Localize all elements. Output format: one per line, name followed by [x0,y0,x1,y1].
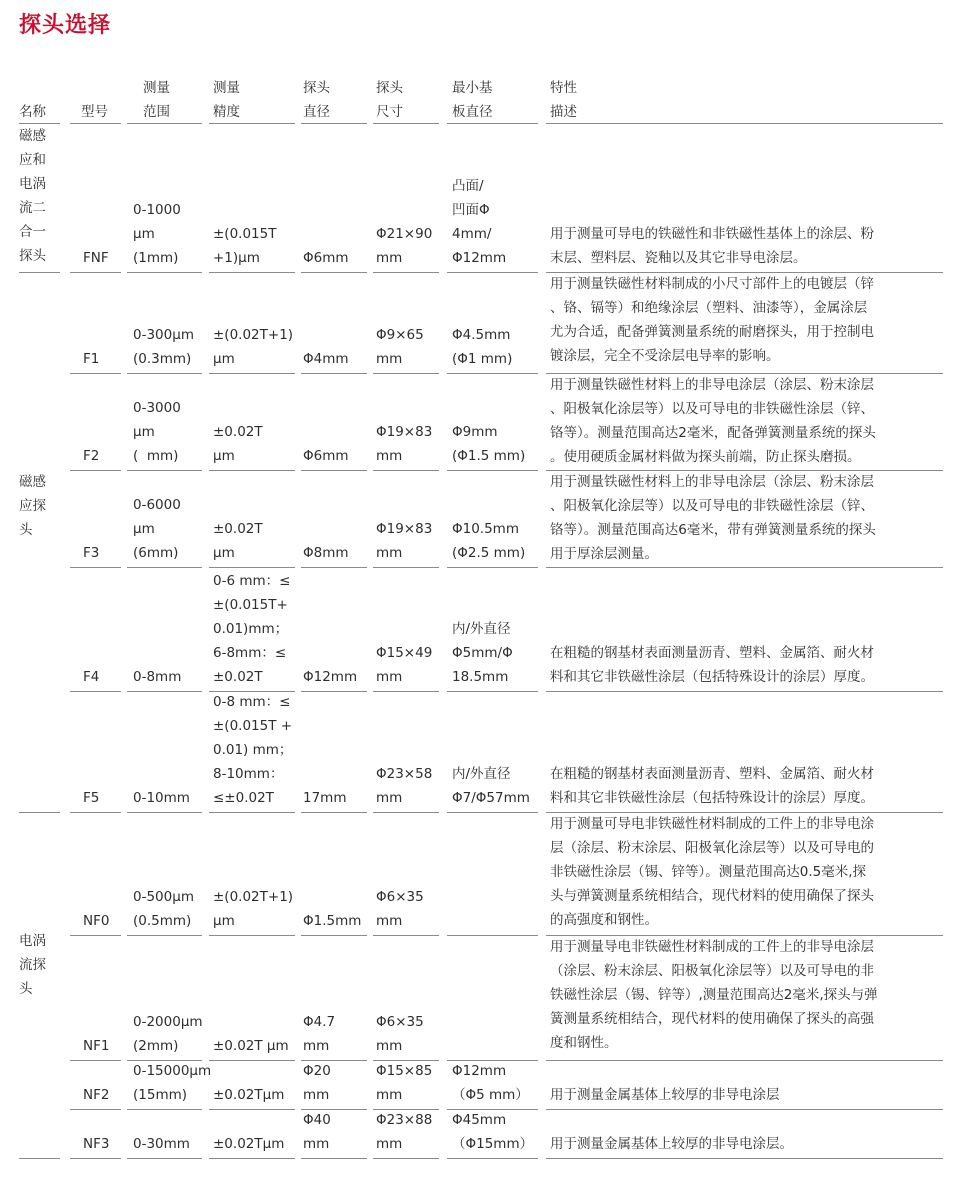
row-divider [447,691,538,692]
row-divider [127,1158,202,1159]
model-cell: F4 [83,669,100,685]
row-divider [127,1109,202,1110]
description-cell: 用于测量可导电的铁磁性和非铁磁性基体上的涂层、粉 末层、塑料层、瓷釉以及其它非导电涂层。 [550,226,874,266]
min-substrate-cell: 凸面/ 凹面Φ 4mm/ Φ12mm [452,178,507,266]
row-divider [127,935,202,936]
accuracy-cell: ±0.02Tμm [213,1087,285,1103]
row-divider [209,567,295,568]
description-cell: 在粗糙的钢基材表面测量沥青、塑料、金属箔、耐火材 料和其它非铁磁性涂层（包括特殊设计的涂层）厚度。 [550,645,874,685]
range-cell: 0-30mm [133,1136,190,1152]
row-divider [447,812,538,813]
description-cell: 用于测量金属基体上较厚的非导电涂层。 [550,1136,793,1152]
diameter-cell: 17mm [303,790,347,806]
range-cell: 0-10mm [133,790,190,806]
model-cell: NF0 [83,913,110,929]
row-divider [209,1060,295,1061]
row-divider [19,272,60,273]
row-divider [209,272,295,273]
min-substrate-cell: Φ4.5mm (Φ1 mm) [452,327,513,367]
size-cell: Φ19×83 mm [376,424,433,464]
row-divider [546,373,943,374]
model-cell: F3 [83,545,100,561]
row-divider [447,123,538,124]
row-divider [127,123,202,124]
range-cell: 0-500μm (0.5mm) [133,889,194,929]
row-divider [301,935,367,936]
size-cell: Φ9×65 mm [376,327,424,367]
row-divider [301,123,367,124]
row-divider [447,373,538,374]
row-divider [301,567,367,568]
row-divider [19,812,60,813]
page-title: 探头选择 [19,13,112,38]
accuracy-cell: 0-8 mm：≤ ±(0.015T + 0.01) mm； 8-10mm： ≤±0.02T [213,694,293,806]
row-divider [373,1158,439,1159]
description-cell: 用于测量金属基体上较厚的非导电涂层 [550,1087,780,1103]
row-divider [546,812,943,813]
size-cell: Φ6×35 mm [376,889,424,929]
model-cell: F5 [83,790,100,806]
row-divider [546,567,943,568]
size-cell: Φ6×35 mm [376,1014,424,1054]
row-divider [373,1060,439,1061]
accuracy-cell: ±0.02T μm [213,1038,289,1054]
min-substrate-cell: Φ10.5mm (Φ2.5 mm) [452,521,526,561]
row-divider [373,691,439,692]
row-divider [447,470,538,471]
row-divider [546,470,943,471]
description-cell: 用于测量导电非铁磁性材料制成的工件上的非导电涂层 （涂层、粉末涂层、阳极氧化涂层等）以及可导电的非 铁磁性涂层（锡、锌等）,测量范围高达2毫米,探头与弹 簧测量系统相结合，现代材料的使用确保了探头的高强 度和钢性。 [550,939,878,1051]
row-divider [373,1109,439,1110]
header-description: 特性 描述 [550,80,577,120]
row-divider [70,1158,121,1159]
row-divider [209,1109,295,1110]
row-divider [19,123,60,124]
accuracy-cell: ±(0.02T+1) μm [213,327,294,367]
row-divider [209,373,295,374]
row-divider [301,1060,367,1061]
row-divider [70,691,121,692]
group-name-eddy: 电涡 流探 头 [19,933,46,997]
row-divider [447,1060,538,1061]
header-min-substrate: 最小基 板直径 [452,80,493,120]
header-diameter: 探头 直径 [303,80,330,120]
row-divider [373,812,439,813]
row-divider [546,1060,943,1061]
accuracy-cell: 0-6 mm：≤ ±(0.015T+ 0.01)mm； 6-8mm：≤ ±0.02T [213,573,291,685]
accuracy-cell: ±(0.015T +1)μm [213,226,277,266]
row-divider [447,272,538,273]
range-cell: 0-15000μm (15mm) [133,1063,212,1103]
row-divider [301,1109,367,1110]
row-divider [546,935,943,936]
range-cell: 0-8mm [133,669,182,685]
row-divider [373,935,439,936]
row-divider [546,1109,943,1110]
row-divider [301,272,367,273]
row-divider [447,567,538,568]
accuracy-cell: ±(0.02T+1) μm [213,889,294,929]
row-divider [127,1060,202,1061]
row-divider [70,123,121,124]
range-cell: 0-3000 μm ( mm) [133,400,181,464]
row-divider [373,470,439,471]
row-divider [70,272,121,273]
group-name-magnetic: 磁感 应探 头 [19,474,46,538]
range-cell: 0-6000 μm (6mm) [133,497,181,561]
row-divider [447,935,538,936]
size-cell: Φ23×88 mm [376,1112,433,1152]
row-divider [209,123,295,124]
row-divider [127,470,202,471]
model-cell: NF1 [83,1038,110,1054]
min-substrate-cell: 内/外直径 Φ7/Φ57mm [452,766,530,806]
row-divider [301,812,367,813]
row-divider [447,1158,538,1159]
header-accuracy: 测量 精度 [213,80,240,120]
diameter-cell: Φ4.7 mm [303,1014,336,1054]
min-substrate-cell: Φ9mm (Φ1.5 mm) [452,424,526,464]
model-cell: F1 [83,351,100,367]
min-substrate-cell: 内/外直径 Φ5mm/Φ 18.5mm [452,621,513,685]
accuracy-cell: ±0.02T μm [213,424,263,464]
row-divider [373,567,439,568]
description-cell: 用于测量铁磁性材料上的非导电涂层（涂层、粉末涂层 、阳极氧化涂层等）以及可导电的非铁磁性涂层（锌、 铬等）。测量范围高达6毫米，带有弹簧测量系统的探头 用于厚涂层测量。 [550,474,876,562]
row-divider [209,812,295,813]
accuracy-cell: ±0.02Tμm [213,1136,285,1152]
size-cell: Φ23×58 mm [376,766,433,806]
row-divider [209,935,295,936]
row-divider [209,1158,295,1159]
description-cell: 用于测量铁磁性材料上的非导电涂层（涂层、粉末涂层 、阳极氧化涂层等）以及可导电的非铁磁性涂层（锌、 铬等）。测量范围高达2毫米，配备弹簧测量系统的探头 。使用硬质金属材料做为探头前端，防止探头磨损。 [550,377,876,465]
row-divider [546,123,943,124]
row-divider [127,272,202,273]
header-model: 型号 [81,104,108,120]
diameter-cell: Φ20 mm [303,1063,331,1103]
description-cell: 用于测量可导电非铁磁性材料制成的工件上的非导电涂 层（涂层、粉末涂层、阳极氧化涂层等）以及可导电的 非铁磁性涂层（锡、锌等）。测量范围高达0.5毫米,探 头与弹簧测量系统相结合，现代材料的使用确保了探头 的高强度和钢性。 [550,816,874,928]
row-divider [546,1158,943,1159]
diameter-cell: Φ8mm [303,545,349,561]
row-divider [127,812,202,813]
model-cell: FNF [83,250,109,266]
row-divider [209,691,295,692]
row-divider [373,123,439,124]
row-divider [70,567,121,568]
group-name-combined: 磁感 应和 电涡 流二 合一 探头 [19,128,46,264]
row-divider [70,1060,121,1061]
diameter-cell: Φ6mm [303,250,349,266]
header-name: 名称 [19,104,46,120]
min-substrate-cell: Φ12mm （Φ5 mm） [452,1063,529,1103]
row-divider [373,373,439,374]
row-divider [127,567,202,568]
row-divider [19,1158,60,1159]
size-cell: Φ15×49 mm [376,645,433,685]
range-cell: 0-1000 μm (1mm) [133,202,181,266]
size-cell: Φ19×83 mm [376,521,433,561]
model-cell: F2 [83,448,100,464]
header-range: 测量 范围 [143,80,170,120]
min-substrate-cell: Φ45mm （Φ15mm） [452,1112,534,1152]
row-divider [546,272,943,273]
row-divider [373,272,439,273]
model-cell: NF2 [83,1087,110,1103]
diameter-cell: Φ6mm [303,448,349,464]
row-divider [447,1109,538,1110]
row-divider [70,373,121,374]
size-cell: Φ21×90 mm [376,226,433,266]
row-divider [70,812,121,813]
range-cell: 0-300μm (0.3mm) [133,327,194,367]
row-divider [546,691,943,692]
row-divider [301,470,367,471]
diameter-cell: Φ1.5mm [303,913,362,929]
row-divider [301,1158,367,1159]
diameter-cell: Φ40 mm [303,1112,331,1152]
model-cell: NF3 [83,1136,110,1152]
row-divider [301,373,367,374]
diameter-cell: Φ4mm [303,351,349,367]
range-cell: 0-2000μm (2mm) [133,1014,203,1054]
row-divider [70,1109,121,1110]
row-divider [70,935,121,936]
header-size: 探头 尺寸 [376,80,403,120]
row-divider [127,691,202,692]
description-cell: 在粗糙的钢基材表面测量沥青、塑料、金属箔、耐火材 料和其它非铁磁性涂层（包括特殊设计的涂层）厚度。 [550,766,874,806]
row-divider [301,691,367,692]
diameter-cell: Φ12mm [303,669,358,685]
accuracy-cell: ±0.02T μm [213,521,263,561]
description-cell: 用于测量铁磁性材料制成的小尺寸部件上的电镀层（锌 、铬、镉等）和绝缘涂层（塑料、油漆等），金属涂层 尤为合适，配备弹簧测量系统的耐磨探头，用于控制电 镀涂层，完全不受涂层电导率的影响。 [550,276,874,364]
row-divider [70,470,121,471]
row-divider [209,470,295,471]
size-cell: Φ15×85 mm [376,1063,433,1103]
row-divider [127,373,202,374]
